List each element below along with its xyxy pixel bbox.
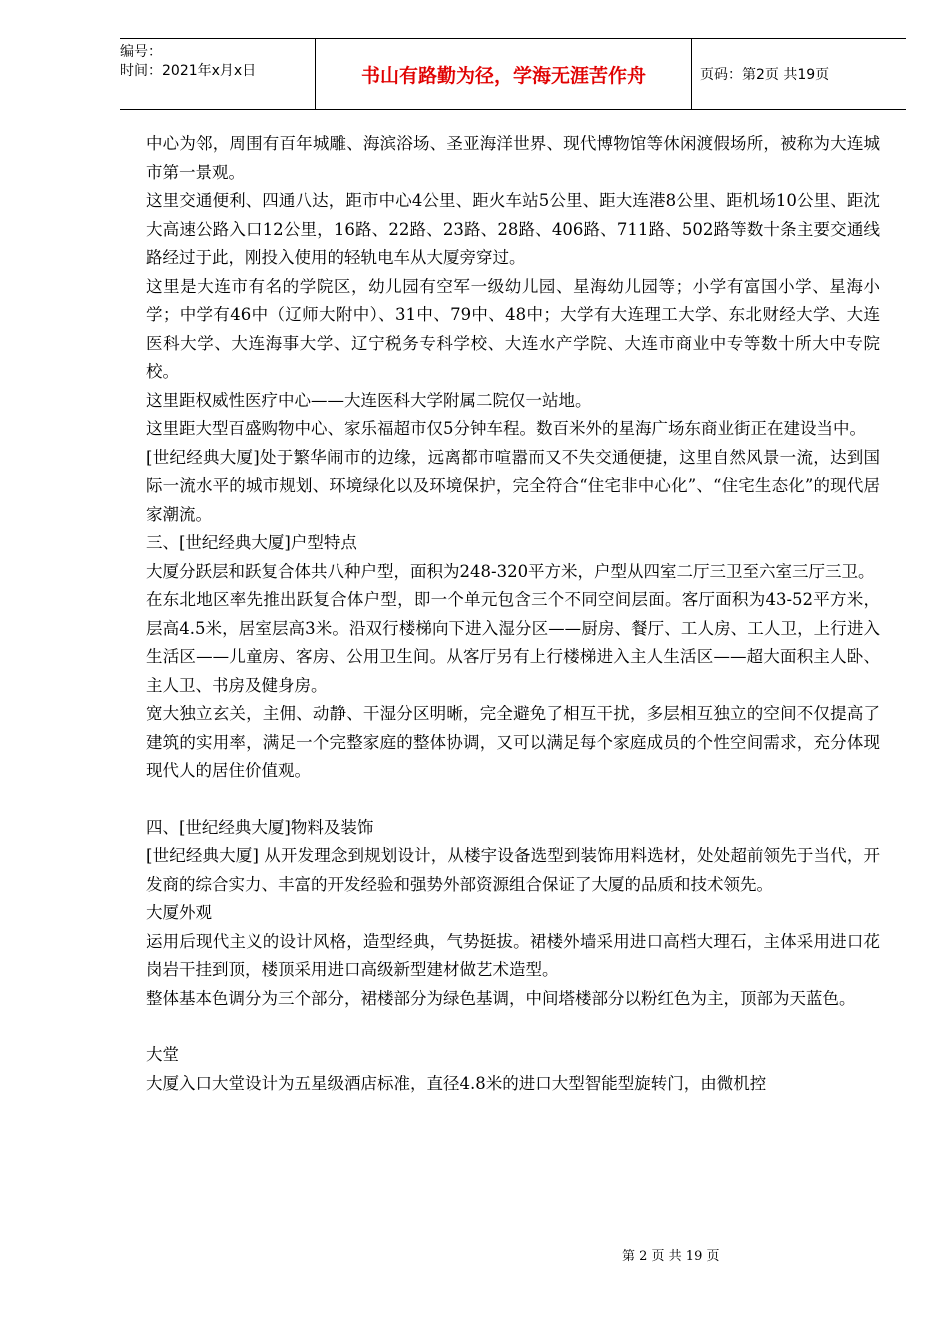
paragraph: 这里是大连市有名的学院区，幼儿园有空军一级幼儿园、星海幼儿园等；小学有富国小学、星海小学；中学有46中（辽师大附中）、31中、79中、48中；大学有大连理工大学、东北财经大学、大连医科大学、大连海事大学、辽宁税务专科学校、大连水产学院、大连市商业中专等数十所大中专院校。 xyxy=(146,276,880,381)
paragraph: 这里距权威性医疗中心——大连医科大学附属二院仅一站地。 xyxy=(146,390,592,410)
paragraph: 中心为邻，周围有百年城雕、海滨浴场、圣亚海洋世界、现代博物馆等休闲渡假场所，被称为大连城市第一景观。 xyxy=(146,134,880,182)
document-number-label: 编号： xyxy=(120,44,162,60)
subheading: 大厦外观 xyxy=(146,903,212,922)
paragraph: 在东北地区率先推出跃复合体户型，即一个单元包含三个不同空间层面。客厅面积为43-52平方米，层高4.5米，居室层高3米。沿双行楼梯向下进入湿分区——厨房、餐厅、工人房、工人卫，上行进入生活区——儿童房、客房、公用卫生间。从客厅另有上行楼梯进入主人生活区——超大面积主人卧、主人卫、书房及健身房。 xyxy=(146,590,880,695)
paragraph: 大厦分跃层和跃复合体共八种户型，面积为248-320平方米，户型从四室二厅三卫至六室三厅三卫。 xyxy=(146,561,875,581)
subheading: 大堂 xyxy=(146,1045,179,1064)
header-motto: 书山有路勤为径，学海无涯苦作舟 xyxy=(316,39,692,109)
section-heading: 三、[世纪经典大厦]户型特点 xyxy=(146,533,357,552)
page-footer: 第 2 页 共 19 页 xyxy=(622,1249,720,1264)
header-page-number: 页码：第2页 共19页 xyxy=(700,67,830,83)
document-body xyxy=(146,130,880,1098)
paragraph: 大厦入口大堂设计为五星级酒店标准，直径4.8米的进口大型智能型旋转门，由微机控 xyxy=(146,1073,767,1093)
section-heading: 四、[世纪经典大厦]物料及装饰 xyxy=(146,817,374,837)
paragraph: [世纪经典大厦]处于繁华闹市的边缘，远离都市喧嚣而又不失交通便捷，这里自然风景一流，达到国际一流水平的城市规划、环境绿化以及环境保护，完全符合“住宅非中心化”、“住宅生态化”的现代居家潮流。 xyxy=(146,447,880,524)
paragraph: 整体基本色调分为三个部分，裙楼部分为绿色基调，中间塔楼部分以粉红色为主，顶部为天蓝色。 xyxy=(146,988,856,1008)
paragraph: [世纪经典大厦] 从开发理念到规划设计，从楼宇设备选型到装饰用料选材，处处超前领先于当代，开发商的综合实力、丰富的开发经验和强势外部资源组合保证了大厦的品质和技术领先。 xyxy=(146,846,880,894)
paragraph: 这里距大型百盛购物中心、家乐福超市仅5分钟车程。数百米外的星海广场东商业街正在建设当中。 xyxy=(146,419,866,438)
paragraph: 这里交通便利、四通八达，距市中心4公里、距火车站5公里、距大连港8公里、距机场10公里、距沈大高速公路入口12公里，16路、22路、23路、28路、406路、711路、502路等数十条主要交通线路经过于此，刚投入使用的轻轨电车从大厦旁穿过。 xyxy=(146,191,880,267)
paragraph: 宽大独立玄关，主佣、动静、干湿分区明晰，完全避免了相互干扰，多层相互独立的空间不仅提高了建筑的实用率，满足一个完整家庭的整体协调，又可以满足每个家庭成员的个性空间需求，充分体现现代人的居住价值观。 xyxy=(146,704,880,780)
paragraph: 运用后现代主义的设计风格，造型经典，气势挺拔。裙楼外墙采用进口高档大理石，主体采用进口花岗岩干挂到顶，楼顶采用进口高级新型建材做艺术造型。 xyxy=(146,931,880,979)
header-meta xyxy=(120,39,316,109)
page-header xyxy=(120,38,906,110)
document-time-label: 时间：2021年x月x日 xyxy=(120,63,257,79)
